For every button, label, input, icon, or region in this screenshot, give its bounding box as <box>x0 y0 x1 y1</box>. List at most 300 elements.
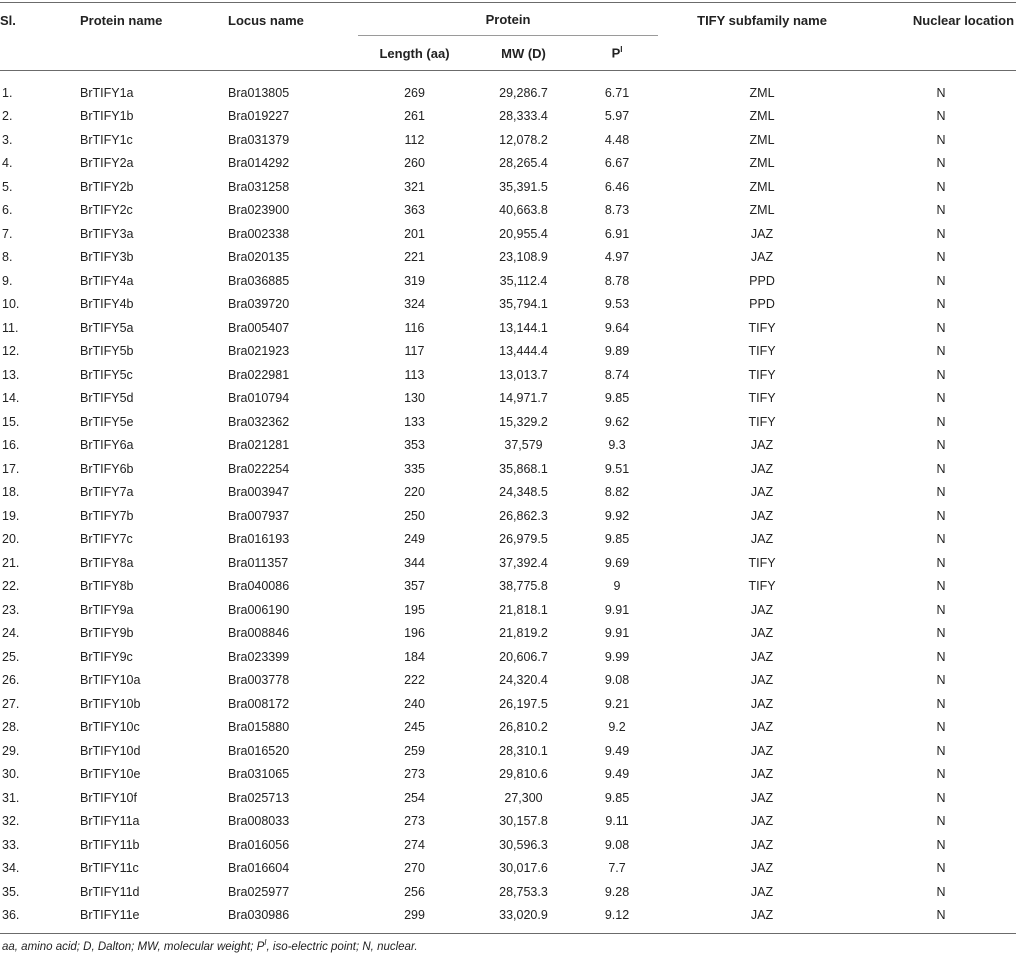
cell-nuclear-location: N <box>936 273 946 288</box>
cell-subfamily: JAZ <box>750 508 774 523</box>
table-row <box>0 833 1016 857</box>
table-row <box>0 645 1016 669</box>
table-row <box>0 71 1016 105</box>
cell-pi: 8.82 <box>604 485 630 500</box>
cell-locus-name: Bra039720 <box>228 297 290 312</box>
cell-protein-name: BrTIFY5c <box>80 367 133 382</box>
cell-nuclear-location: N <box>936 837 946 852</box>
cell-sl: 12. <box>2 344 20 359</box>
cell-mw: 35,794.1 <box>499 297 548 312</box>
cell-locus-name: Bra022254 <box>228 461 290 476</box>
table-row <box>0 551 1016 575</box>
cell-protein-name: BrTIFY3a <box>80 226 134 241</box>
cell-subfamily: JAZ <box>750 790 774 805</box>
cell-pi: 9.49 <box>604 767 630 782</box>
table-row <box>0 410 1016 434</box>
table-row <box>0 128 1016 152</box>
cell-nuclear-location: N <box>936 132 946 147</box>
cell-sl: 32. <box>2 814 20 829</box>
cell-protein-name: BrTIFY11a <box>80 814 140 829</box>
cell-nuclear-location: N <box>936 179 946 194</box>
cell-length: 299 <box>404 908 425 923</box>
cell-locus-name: Bra031065 <box>228 767 290 782</box>
cell-length: 195 <box>404 602 425 617</box>
cell-mw: 24,348.5 <box>499 485 548 500</box>
cell-nuclear-location: N <box>936 250 946 265</box>
footnote-text-1: aa, amino acid; D, Dalton; MW, molecular weight; P <box>2 940 265 953</box>
cell-nuclear-location: N <box>936 391 946 406</box>
header-sl: Sl. <box>0 3 80 71</box>
cell-mw: 26,862.3 <box>499 508 548 523</box>
table-row <box>0 575 1016 599</box>
cell-locus-name: Bra016193 <box>228 532 290 547</box>
cell-length: 321 <box>404 179 425 194</box>
table-row <box>0 175 1016 199</box>
cell-subfamily: JAZ <box>750 226 774 241</box>
cell-subfamily: JAZ <box>750 837 774 852</box>
cell-nuclear-location: N <box>936 579 946 594</box>
cell-mw: 37,579 <box>504 438 543 453</box>
cell-protein-name: BrTIFY5a <box>80 320 134 335</box>
cell-length: 260 <box>404 156 425 171</box>
table-row <box>0 857 1016 881</box>
table-row <box>0 457 1016 481</box>
cell-pi: 9.89 <box>604 344 630 359</box>
cell-locus-name: Bra023900 <box>228 203 290 218</box>
cell-locus-name: Bra011357 <box>228 555 289 570</box>
cell-pi: 9.92 <box>604 508 630 523</box>
cell-subfamily: TIFY <box>748 367 776 382</box>
cell-sl: 19. <box>2 508 20 523</box>
cell-mw: 28,333.4 <box>499 109 548 124</box>
cell-length: 273 <box>404 767 425 782</box>
cell-nuclear-location: N <box>936 226 946 241</box>
cell-nuclear-location: N <box>936 908 946 923</box>
cell-sl: 35. <box>2 884 20 899</box>
cell-length: 335 <box>404 461 425 476</box>
cell-protein-name: BrTIFY11b <box>80 837 140 852</box>
cell-subfamily: ZML <box>749 109 775 124</box>
table-row <box>0 105 1016 129</box>
cell-nuclear-location: N <box>936 156 946 171</box>
cell-locus-name: Bra006190 <box>228 602 290 617</box>
cell-mw: 27,300 <box>504 790 543 805</box>
cell-pi: 9.99 <box>604 649 630 664</box>
cell-sl: 13. <box>2 367 20 382</box>
cell-nuclear-location: N <box>936 297 946 312</box>
cell-subfamily: JAZ <box>750 461 774 476</box>
cell-sl: 29. <box>2 743 20 758</box>
cell-subfamily: JAZ <box>750 767 774 782</box>
table-header <box>0 3 1016 71</box>
cell-pi: 8.73 <box>604 203 630 218</box>
table-row <box>0 363 1016 387</box>
cell-subfamily: TIFY <box>748 391 776 406</box>
cell-locus-name: Bra005407 <box>228 320 290 335</box>
table-footnote <box>2 938 418 953</box>
cell-length: 117 <box>404 344 425 359</box>
cell-mw: 13,444.4 <box>499 344 548 359</box>
cell-length: 116 <box>404 320 425 335</box>
cell-protein-name: BrTIFY9b <box>80 626 134 641</box>
table-row <box>0 622 1016 646</box>
cell-protein-name: BrTIFY11c <box>80 861 139 876</box>
cell-length: 319 <box>404 273 425 288</box>
cell-nuclear-location: N <box>936 790 946 805</box>
cell-locus-name: Bra014292 <box>228 156 290 171</box>
cell-subfamily: JAZ <box>750 884 774 899</box>
cell-length: 357 <box>404 579 425 594</box>
cell-sl: 18. <box>2 485 20 500</box>
cell-length: 184 <box>404 649 425 664</box>
cell-sl: 17. <box>2 461 20 476</box>
cell-mw: 26,979.5 <box>499 532 548 547</box>
cell-sl: 15. <box>2 414 20 429</box>
cell-protein-name: BrTIFY6a <box>80 438 134 453</box>
cell-protein-name: BrTIFY9c <box>80 649 133 664</box>
cell-length: 196 <box>404 626 425 641</box>
cell-subfamily: TIFY <box>748 414 776 429</box>
cell-protein-name: BrTIFY4a <box>80 273 134 288</box>
cell-pi: 4.48 <box>604 132 630 147</box>
cell-subfamily: ZML <box>749 132 775 147</box>
cell-pi: 9.51 <box>604 461 630 476</box>
cell-sl: 3. <box>2 132 13 147</box>
table-row <box>0 152 1016 176</box>
table-row <box>0 199 1016 223</box>
cell-nuclear-location: N <box>936 485 946 500</box>
cell-length: 256 <box>404 884 425 899</box>
cell-subfamily: JAZ <box>750 720 774 735</box>
cell-pi: 9.91 <box>604 626 630 641</box>
cell-subfamily: TIFY <box>748 579 776 594</box>
cell-sl: 28. <box>2 720 20 735</box>
cell-sl: 4. <box>2 156 13 171</box>
cell-protein-name: BrTIFY10a <box>80 673 141 688</box>
cell-mw: 20,606.7 <box>499 649 548 664</box>
cell-nuclear-location: N <box>936 696 946 711</box>
cell-subfamily: JAZ <box>750 602 774 617</box>
cell-sl: 23. <box>2 602 20 617</box>
cell-length: 269 <box>404 85 425 100</box>
cell-sl: 11. <box>2 320 19 335</box>
cell-pi: 9.21 <box>604 696 630 711</box>
table-row <box>0 598 1016 622</box>
cell-protein-name: BrTIFY2c <box>80 203 133 218</box>
cell-length: 220 <box>404 485 425 500</box>
cell-nuclear-location: N <box>936 461 946 476</box>
cell-subfamily: JAZ <box>750 908 774 923</box>
cell-subfamily: JAZ <box>750 250 774 265</box>
cell-subfamily: JAZ <box>750 649 774 664</box>
header-locus-name: Locus name <box>228 3 358 71</box>
cell-pi: 8.74 <box>604 367 630 382</box>
cell-length: 254 <box>404 790 425 805</box>
cell-subfamily: JAZ <box>750 532 774 547</box>
cell-sl: 25. <box>2 649 20 664</box>
cell-subfamily: TIFY <box>748 320 776 335</box>
cell-length: 261 <box>404 109 425 124</box>
cell-protein-name: BrTIFY2a <box>80 156 134 171</box>
cell-length: 221 <box>404 250 425 265</box>
cell-locus-name: Bra010794 <box>228 391 290 406</box>
cell-length: 259 <box>404 743 425 758</box>
cell-sl: 26. <box>2 673 20 688</box>
cell-protein-name: BrTIFY1c <box>80 132 133 147</box>
cell-length: 201 <box>404 226 425 241</box>
cell-length: 245 <box>404 720 425 735</box>
cell-pi: 9.12 <box>604 908 630 923</box>
table-row <box>0 763 1016 787</box>
cell-pi: 4.97 <box>604 250 630 265</box>
cell-mw: 20,955.4 <box>499 226 548 241</box>
cell-length: 222 <box>404 673 425 688</box>
cell-pi: 6.71 <box>604 85 630 100</box>
cell-pi: 9.85 <box>604 790 630 805</box>
cell-subfamily: JAZ <box>750 673 774 688</box>
table-row <box>0 810 1016 834</box>
cell-locus-name: Bra003778 <box>228 673 290 688</box>
cell-length: 133 <box>404 414 425 429</box>
cell-sl: 5. <box>2 179 13 194</box>
cell-locus-name: Bra008172 <box>228 696 290 711</box>
cell-nuclear-location: N <box>936 414 946 429</box>
cell-subfamily: TIFY <box>748 555 776 570</box>
cell-pi: 5.97 <box>604 109 630 124</box>
header-protein-name: Protein name <box>80 3 228 71</box>
cell-nuclear-location: N <box>936 85 946 100</box>
cell-protein-name: BrTIFY1b <box>80 109 134 124</box>
cell-mw: 30,017.6 <box>499 861 548 876</box>
cell-subfamily: ZML <box>749 203 775 218</box>
cell-protein-name: BrTIFY10f <box>80 790 137 805</box>
cell-protein-name: BrTIFY5d <box>80 391 134 406</box>
cell-length: 353 <box>404 438 425 453</box>
cell-sl: 31. <box>2 790 20 805</box>
cell-sl: 10. <box>2 297 20 312</box>
cell-nuclear-location: N <box>936 555 946 570</box>
cell-protein-name: BrTIFY10e <box>80 767 141 782</box>
cell-locus-name: Bra025713 <box>228 790 290 805</box>
table-row <box>0 316 1016 340</box>
table-row <box>0 293 1016 317</box>
cell-mw: 28,310.1 <box>499 743 548 758</box>
cell-protein-name: BrTIFY8a <box>80 555 134 570</box>
cell-mw: 12,078.2 <box>499 132 548 147</box>
tify-protein-table <box>0 2 1016 934</box>
cell-pi: 6.46 <box>604 179 630 194</box>
cell-protein-name: BrTIFY5e <box>80 414 134 429</box>
header-pi-sup: I <box>620 45 623 55</box>
cell-pi: 9 <box>613 579 621 594</box>
cell-nuclear-location: N <box>936 649 946 664</box>
cell-locus-name: Bra003947 <box>228 485 290 500</box>
cell-sl: 30. <box>2 767 20 782</box>
cell-locus-name: Bra007937 <box>228 508 290 523</box>
cell-nuclear-location: N <box>936 109 946 124</box>
cell-protein-name: BrTIFY6b <box>80 461 134 476</box>
cell-subfamily: JAZ <box>750 626 774 641</box>
header-nuclear-location: Nuclear location <box>866 3 1016 71</box>
cell-length: 270 <box>404 861 425 876</box>
cell-locus-name: Bra016056 <box>228 837 290 852</box>
cell-pi: 9.2 <box>608 720 626 735</box>
cell-length: 250 <box>404 508 425 523</box>
table-row <box>0 904 1016 934</box>
cell-nuclear-location: N <box>936 344 946 359</box>
cell-protein-name: BrTIFY8b <box>80 579 134 594</box>
cell-nuclear-location: N <box>936 720 946 735</box>
cell-protein-name: BrTIFY2b <box>80 179 134 194</box>
table-row <box>0 786 1016 810</box>
header-mw: MW (D) <box>501 45 546 61</box>
cell-locus-name: Bra016520 <box>228 743 290 758</box>
cell-length: 112 <box>404 132 425 147</box>
cell-mw: 21,819.2 <box>499 626 548 641</box>
cell-locus-name: Bra022981 <box>228 367 290 382</box>
cell-subfamily: JAZ <box>750 485 774 500</box>
cell-mw: 35,868.1 <box>499 461 548 476</box>
cell-mw: 26,197.5 <box>499 696 548 711</box>
cell-mw: 33,020.9 <box>499 908 548 923</box>
cell-sl: 36. <box>2 908 20 923</box>
cell-locus-name: Bra020135 <box>228 250 290 265</box>
cell-mw: 29,286.7 <box>499 85 548 100</box>
header-protein-group: Protein <box>358 3 658 36</box>
cell-locus-name: Bra036885 <box>228 273 290 288</box>
header-subfamily: TIFY subfamily name <box>658 3 866 71</box>
cell-nuclear-location: N <box>936 673 946 688</box>
cell-sl: 21. <box>2 555 20 570</box>
cell-sl: 24. <box>2 626 20 641</box>
cell-mw: 38,775.8 <box>499 579 548 594</box>
cell-protein-name: BrTIFY7b <box>80 508 134 523</box>
cell-mw: 30,596.3 <box>499 837 548 852</box>
cell-subfamily: ZML <box>749 156 775 171</box>
cell-length: 324 <box>404 297 425 312</box>
cell-nuclear-location: N <box>936 884 946 899</box>
header-pi <box>576 36 658 71</box>
cell-locus-name: Bra019227 <box>228 109 290 124</box>
cell-subfamily: JAZ <box>750 696 774 711</box>
cell-sl: 2. <box>2 109 13 124</box>
cell-sl: 6. <box>2 203 13 218</box>
cell-locus-name: Bra031258 <box>228 179 290 194</box>
cell-protein-name: BrTIFY11d <box>80 884 140 899</box>
cell-nuclear-location: N <box>936 320 946 335</box>
cell-pi: 6.67 <box>604 156 630 171</box>
cell-sl: 20. <box>2 532 20 547</box>
cell-protein-name: BrTIFY11e <box>80 908 140 923</box>
table-row <box>0 528 1016 552</box>
table-body <box>0 71 1016 934</box>
cell-subfamily: PPD <box>749 273 775 288</box>
cell-sl: 7. <box>2 226 13 241</box>
cell-subfamily: JAZ <box>750 814 774 829</box>
cell-nuclear-location: N <box>936 814 946 829</box>
cell-locus-name: Bra015880 <box>228 720 290 735</box>
cell-protein-name: BrTIFY7c <box>80 532 133 547</box>
cell-sl: 34. <box>2 861 20 876</box>
cell-locus-name: Bra031379 <box>228 132 290 147</box>
cell-sl: 27. <box>2 696 20 711</box>
cell-pi: 7.7 <box>608 861 626 876</box>
cell-nuclear-location: N <box>936 438 946 453</box>
cell-locus-name: Bra032362 <box>228 414 290 429</box>
cell-pi: 9.91 <box>604 602 630 617</box>
cell-locus-name: Bra008846 <box>228 626 290 641</box>
cell-mw: 29,810.6 <box>499 767 548 782</box>
cell-mw: 35,391.5 <box>499 179 548 194</box>
cell-mw: 35,112.4 <box>499 273 548 288</box>
cell-sl: 1. <box>2 85 13 100</box>
cell-subfamily: JAZ <box>750 438 774 453</box>
table-row <box>0 692 1016 716</box>
cell-locus-name: Bra016604 <box>228 861 290 876</box>
table-row <box>0 739 1016 763</box>
cell-pi: 9.64 <box>604 320 630 335</box>
cell-protein-name: BrTIFY10c <box>80 720 140 735</box>
cell-pi: 9.62 <box>604 414 630 429</box>
table-row <box>0 716 1016 740</box>
cell-nuclear-location: N <box>936 767 946 782</box>
table-row <box>0 269 1016 293</box>
cell-sl: 9. <box>2 273 13 288</box>
cell-mw: 14,971.7 <box>499 391 548 406</box>
cell-subfamily: PPD <box>749 297 775 312</box>
cell-subfamily: ZML <box>749 179 775 194</box>
cell-mw: 30,157.8 <box>499 814 548 829</box>
cell-mw: 28,265.4 <box>499 156 548 171</box>
cell-mw: 15,329.2 <box>499 414 548 429</box>
cell-pi: 9.11 <box>605 814 629 829</box>
cell-locus-name: Bra030986 <box>228 908 290 923</box>
cell-sl: 22. <box>2 579 20 594</box>
cell-mw: 28,753.3 <box>499 884 548 899</box>
cell-nuclear-location: N <box>936 602 946 617</box>
header-length: Length (aa) <box>379 45 450 61</box>
cell-pi: 9.85 <box>604 532 630 547</box>
cell-subfamily: TIFY <box>748 344 776 359</box>
cell-pi: 9.53 <box>604 297 630 312</box>
table-row <box>0 246 1016 270</box>
cell-pi: 9.3 <box>608 438 626 453</box>
cell-protein-name: BrTIFY1a <box>80 85 134 100</box>
cell-subfamily: JAZ <box>750 743 774 758</box>
cell-pi: 8.78 <box>604 273 630 288</box>
cell-locus-name: Bra021281 <box>228 438 290 453</box>
cell-nuclear-location: N <box>936 743 946 758</box>
cell-subfamily: ZML <box>749 85 775 100</box>
table-row <box>0 340 1016 364</box>
cell-length: 113 <box>404 367 425 382</box>
table-row <box>0 434 1016 458</box>
cell-mw: 13,013.7 <box>499 367 548 382</box>
cell-pi: 6.91 <box>604 226 630 241</box>
table-row <box>0 669 1016 693</box>
cell-mw: 21,818.1 <box>499 602 548 617</box>
cell-mw: 37,392.4 <box>499 555 548 570</box>
cell-locus-name: Bra002338 <box>228 226 290 241</box>
cell-mw: 40,663.8 <box>499 203 548 218</box>
table-row <box>0 880 1016 904</box>
cell-pi: 9.08 <box>604 837 630 852</box>
cell-pi: 9.08 <box>604 673 630 688</box>
footnote-text-2: , iso-electric point; N, nuclear. <box>266 940 418 953</box>
cell-pi: 9.85 <box>604 391 630 406</box>
cell-length: 274 <box>404 837 425 852</box>
cell-mw: 26,810.2 <box>499 720 548 735</box>
